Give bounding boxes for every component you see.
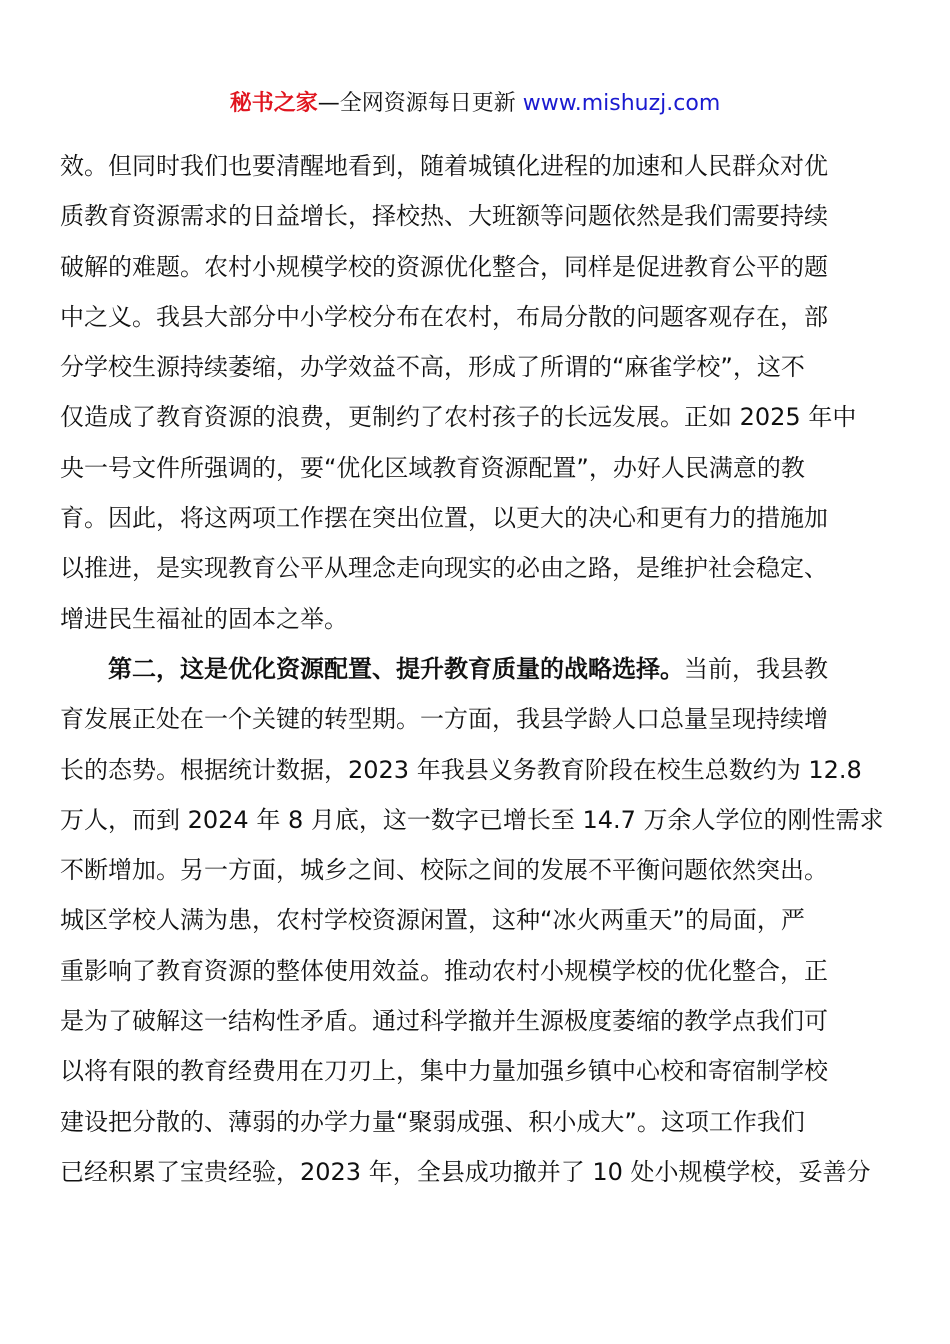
text-line: 分学校生源持续萎缩，办学效益不高，形成了所谓的“麻雀学校”，这不 xyxy=(60,353,805,382)
text-line: 育发展正处在一个关键的转型期。一方面，我县学龄人口总量呈现持续增 xyxy=(60,705,828,734)
text-line: 建设把分散的、薄弱的办学力量“聚弱成强、积小成大”。这项工作我们 xyxy=(60,1107,805,1136)
text-line: 育。因此，将这两项工作摆在突出位置，以更大的决心和更有力的措施加 xyxy=(60,504,828,533)
text-line: 效。但同时我们也要清醒地看到，随着城镇化进程的加速和人民群众对优 xyxy=(60,152,828,180)
brand-name: 秘书之家 xyxy=(229,91,318,116)
text-line: 仅造成了教育资源的浪费，更制约了农村孩子的长远发展。正如 2025 年中 xyxy=(60,403,857,432)
text-line: 中之义。我县大部分中小学校分布在农村，布局分散的问题客观存在，部 xyxy=(60,302,828,331)
text-line: 增进民生福祉的固本之举。 xyxy=(60,604,348,633)
text-line: 以将有限的教育经费用在刀刃上，集中力量加强乡镇中心校和寄宿制学校 xyxy=(60,1057,828,1086)
site-url-link[interactable]: www.mishuzj.com xyxy=(522,91,721,116)
text-line: 重影响了教育资源的整体使用效益。推动农村小规模学校的优化整合，正 xyxy=(60,956,828,985)
paragraph-2 xyxy=(60,644,892,1197)
text-line: 已经积累了宝贵经验，2023 年，全县成功撤并了 10 处小规模学校，妥善分 xyxy=(60,1157,871,1186)
text-line: 长的态势。根据统计数据，2023 年我县义务教育阶段在校生总数约为 12.8 xyxy=(60,755,862,784)
site-header xyxy=(0,86,950,122)
paragraph-2-first-line xyxy=(60,644,892,694)
text-line: 万人，而到 2024 年 8 月底，这一数字已增长至 14.7 万余人学位的刚性需求 xyxy=(60,805,884,834)
text-line: 城区学校人满为患，农村学校资源闲置，这种“冰火两重天”的局面，严 xyxy=(60,906,805,935)
text-line: 央一号文件所强调的，要“优化区域教育资源配置”，办好人民满意的教 xyxy=(60,453,805,482)
text-line: 以推进，是实现教育公平从理念走向现实的必由之路，是维护社会稳定、 xyxy=(60,554,828,583)
section-heading: 第二，这是优化资源配置、提升教育质量的战略选择。 xyxy=(108,654,684,683)
text-line: 质教育资源需求的日益增长，择校热、大班额等问题依然是我们需要持续 xyxy=(60,202,828,231)
text-line: 是为了破解这一结构性矛盾。通过科学撤并生源极度萎缩的教学点我们可 xyxy=(60,1007,828,1036)
paragraph-1 xyxy=(60,141,892,644)
tagline: —全网资源每日更新 xyxy=(317,91,523,116)
document-body xyxy=(60,141,892,1197)
text-run: 当前，我县教 xyxy=(684,654,828,683)
text-line: 破解的难题。农村小规模学校的资源优化整合，同样是促进教育公平的题 xyxy=(60,252,828,281)
text-line: 不断增加。另一方面，城乡之间、校际之间的发展不平衡问题依然突出。 xyxy=(60,856,828,885)
